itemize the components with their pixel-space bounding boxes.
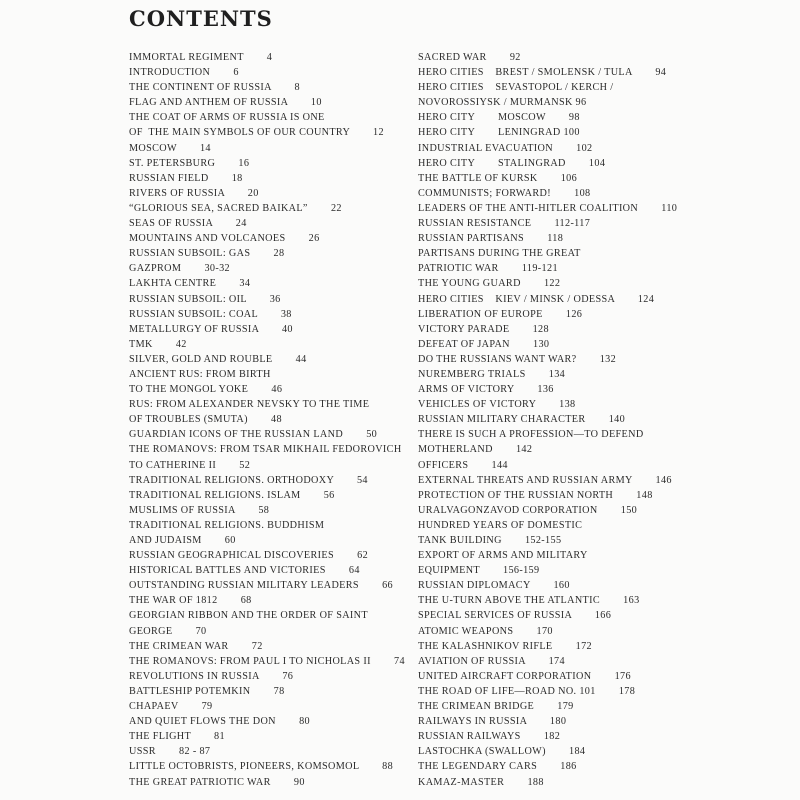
contents-entry: EXTERNAL THREATS AND RUSSIAN ARMY 146 xyxy=(418,474,672,486)
contents-entry: TRADITIONAL RELIGIONS. BUDDHISM xyxy=(129,519,325,531)
contents-entry: UNITED AIRCRAFT CORPORATION 176 xyxy=(418,670,631,682)
contents-entry: MOSCOW 14 xyxy=(129,142,211,154)
contents-entry: SACRED WAR 92 xyxy=(418,52,521,63)
contents-entry: OUTSTANDING RUSSIAN MILITARY LEADERS 66 xyxy=(129,580,393,592)
contents-entry: RUSSIAN GEOGRAPHICAL DISCOVERIES 62 xyxy=(129,550,369,562)
contents-entry: HERO CITIES SEVASTOPOL / KERCH / xyxy=(418,82,614,94)
contents-entry: THE COAT OF ARMS OF RUSSIA IS ONE xyxy=(129,112,325,124)
contents-entry: PATRIOTIC WAR 119-121 xyxy=(418,263,558,275)
contents-entry: THE KALASHNIKOV RIFLE 172 xyxy=(418,640,593,652)
contents-entry: INDUSTRIAL EVACUATION 102 xyxy=(418,142,593,154)
contents-entry: USSR 82 - 87 xyxy=(129,746,211,758)
contents-entry: BATTLESHIP POTEMKIN 78 xyxy=(129,685,285,697)
contents-entry: SILVER, GOLD AND ROUBLE 44 xyxy=(129,353,307,365)
contents-entry: ST. PETERSBURG 16 xyxy=(129,157,250,169)
contents-entry: THE LEGENDARY CARS 186 xyxy=(418,761,577,773)
contents-entry: VICTORY PARADE 128 xyxy=(418,323,549,335)
contents-entry: TO THE MONGOL YOKE 46 xyxy=(129,384,283,396)
contents-entry: RUS: FROM ALEXANDER NEVSKY TO THE TIME xyxy=(129,399,370,411)
contents-entry: THE CRIMEAN BRIDGE 179 xyxy=(418,701,574,713)
contents-entry: VEHICLES OF VICTORY 138 xyxy=(418,399,576,411)
contents-entry: TMK 42 xyxy=(129,338,187,350)
contents-entry: SEAS OF RUSSIA 24 xyxy=(129,218,247,230)
contents-entry: THE BATTLE OF KURSK 106 xyxy=(418,172,578,184)
contents-entry: NOVOROSSIYSK / MURMANSK 96 xyxy=(418,97,587,109)
contents-entry: IMMORTAL REGIMENT 4 xyxy=(129,52,273,63)
contents-entry: THE ROMANOVS: FROM TSAR MIKHAIL FEDOROVICH xyxy=(129,444,402,456)
contents-entry: RUSSIAN FIELD 18 xyxy=(129,172,243,184)
contents-entry: OF TROUBLES (SMUTA) 48 xyxy=(129,414,282,426)
contents-entry: RUSSIAN RAILWAYS 182 xyxy=(418,731,561,743)
contents-entry: METALLURGY OF RUSSIA 40 xyxy=(129,323,293,335)
contents-entry: TRADITIONAL RELIGIONS. ISLAM 56 xyxy=(129,489,335,501)
contents-entry: RUSSIAN SUBSOIL: OIL 36 xyxy=(129,293,281,305)
contents-entry: RUSSIAN DIPLOMACY 160 xyxy=(418,580,570,592)
contents-entry: GEORGIAN RIBBON AND THE ORDER OF SAINT xyxy=(129,610,368,622)
contents-entry: THE WAR OF 1812 68 xyxy=(129,595,252,607)
contents-entry: RUSSIAN RESISTANCE 112-117 xyxy=(418,218,591,230)
contents-entry: NUREMBERG TRIALS 134 xyxy=(418,368,566,380)
contents-entry: EQUIPMENT 156-159 xyxy=(418,565,540,577)
contents-entry: MOUNTAINS AND VOLCANOES 26 xyxy=(129,233,320,245)
contents-entry: HERO CITY MOSCOW 98 xyxy=(418,112,580,124)
contents-entry: THE GREAT PATRIOTIC WAR 90 xyxy=(129,776,305,788)
contents-entry: HERO CITIES BREST / SMOLENSK / TULA 94 xyxy=(418,67,667,79)
contents-entry: HISTORICAL BATTLES AND VICTORIES 64 xyxy=(129,565,360,577)
contents-entry: THE YOUNG GUARD 122 xyxy=(418,278,561,290)
contents-right-column xyxy=(418,50,718,790)
contents-entry: HERO CITY LENINGRAD 100 xyxy=(418,127,580,139)
contents-entry: THE FLIGHT 81 xyxy=(129,731,225,743)
contents-entry: LAKHTA CENTRE 34 xyxy=(129,278,251,290)
contents-entry: OF THE MAIN SYMBOLS OF OUR COUNTRY 12 xyxy=(129,127,384,139)
contents-entry: RUSSIAN SUBSOIL: COAL 38 xyxy=(129,308,292,320)
contents-entry: EXPORT OF ARMS AND MILITARY xyxy=(418,550,588,562)
page-title: CONTENTS xyxy=(129,6,273,31)
contents-entry: COMMUNISTS; FORWARD! 108 xyxy=(418,187,591,199)
contents-entry: TO CATHERINE II 52 xyxy=(129,459,251,471)
contents-entry: HERO CITY STALINGRAD 104 xyxy=(418,157,606,169)
contents-entry: AND JUDAISM 60 xyxy=(129,535,236,546)
contents-entry: PROTECTION OF THE RUSSIAN NORTH 148 xyxy=(418,489,653,501)
contents-entry: “GLORIOUS SEA, SACRED BAIKAL” 22 xyxy=(129,202,342,214)
contents-entry: GAZPROM 30-32 xyxy=(129,263,230,275)
contents-entry: GEORGE 70 xyxy=(129,625,207,637)
contents-entry: OFFICERS 144 xyxy=(418,459,508,471)
contents-entry: THE CRIMEAN WAR 72 xyxy=(129,640,263,652)
contents-entry: RUSSIAN PARTISANS 118 xyxy=(418,233,564,245)
contents-entry: GUARDIAN ICONS OF THE RUSSIAN LAND 50 xyxy=(129,429,378,441)
contents-entry: DO THE RUSSIANS WANT WAR? 132 xyxy=(418,353,617,365)
contents-entry: HERO CITIES KIEV / MINSK / ODESSA 124 xyxy=(418,293,655,305)
contents-entry: ANCIENT RUS: FROM BIRTH xyxy=(129,368,271,380)
contents-entry: INTRODUCTION 6 xyxy=(129,67,239,79)
contents-entry: RIVERS OF RUSSIA 20 xyxy=(129,187,259,199)
contents-entry: ATOMIC WEAPONS 170 xyxy=(418,625,553,637)
contents-entry: MUSLIMS OF RUSSIA 58 xyxy=(129,504,270,516)
contents-entry: RUSSIAN SUBSOIL: GAS 28 xyxy=(129,248,285,260)
contents-entry: REVOLUTIONS IN RUSSIA 76 xyxy=(129,670,294,682)
contents-entry: PARTISANS DURING THE GREAT xyxy=(418,248,581,260)
contents-entry: LASTOCHKA (SWALLOW) 184 xyxy=(418,746,586,758)
contents-entry: DEFEAT OF JAPAN 130 xyxy=(418,338,550,350)
contents-entry: FLAG AND ANTHEM OF RUSSIA 10 xyxy=(129,97,322,109)
contents-entry: URALVAGONZAVOD CORPORATION 150 xyxy=(418,504,638,516)
contents-entry: MOTHERLAND 142 xyxy=(418,444,533,456)
contents-entry: TANK BUILDING 152-155 xyxy=(418,535,562,546)
contents-entry: AVIATION OF RUSSIA 174 xyxy=(418,655,565,667)
contents-entry: LEADERS OF THE ANTI-HITLER COALITION 110 xyxy=(418,202,678,214)
contents-entry: RUSSIAN MILITARY CHARACTER 140 xyxy=(418,414,626,426)
contents-entry: ARMS OF VICTORY 136 xyxy=(418,384,554,396)
contents-entry: KAMAZ-MASTER 188 xyxy=(418,776,544,788)
contents-entry: CHAPAEV 79 xyxy=(129,701,213,713)
contents-entry: RAILWAYS IN RUSSIA 180 xyxy=(418,716,567,728)
contents-entry: TRADITIONAL RELIGIONS. ORTHODOXY 54 xyxy=(129,474,368,486)
contents-entry: THERE IS SUCH A PROFESSION—TO DEFEND xyxy=(418,429,644,441)
contents-entry: SPECIAL SERVICES OF RUSSIA 166 xyxy=(418,610,612,622)
contents-entry: THE ROMANOVS: FROM PAUL I TO NICHOLAS II 74 xyxy=(129,655,405,667)
contents-entry: THE U-TURN ABOVE THE ATLANTIC 163 xyxy=(418,595,640,607)
contents-entry: HUNDRED YEARS OF DOMESTIC xyxy=(418,519,583,531)
contents-entry: AND QUIET FLOWS THE DON 80 xyxy=(129,716,310,728)
contents-entry: THE CONTINENT OF RUSSIA 8 xyxy=(129,82,300,94)
contents-entry: LIBERATION OF EUROPE 126 xyxy=(418,308,583,320)
contents-entry: THE ROAD OF LIFE—ROAD NO. 101 178 xyxy=(418,685,636,697)
contents-entry: LITTLE OCTOBRISTS, PIONEERS, KOMSOMOL 88 xyxy=(129,761,394,773)
contents-left-column xyxy=(129,50,405,790)
